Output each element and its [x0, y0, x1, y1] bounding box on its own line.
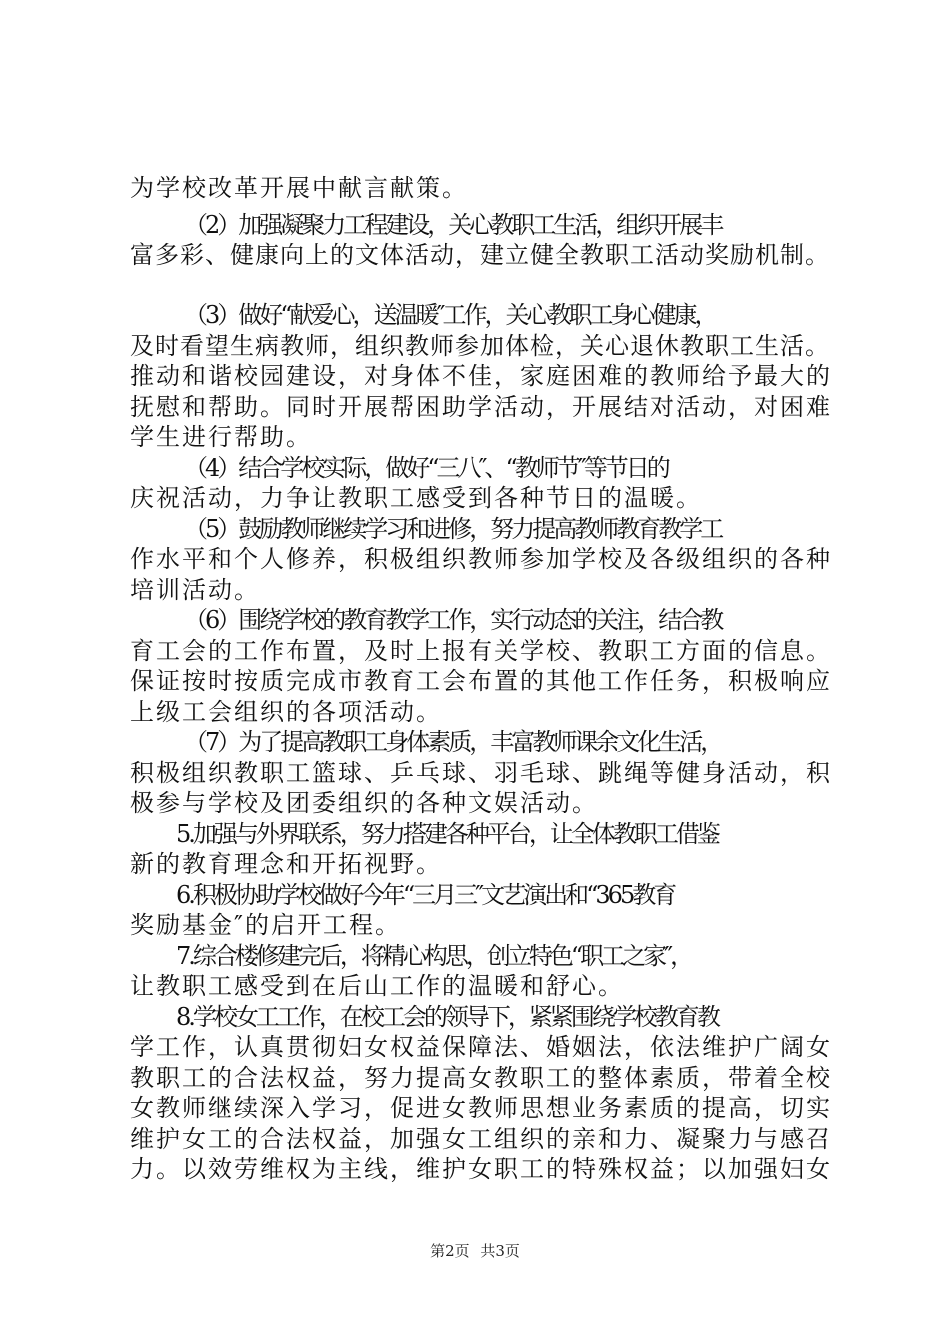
text-line: （5）鼓励教师继续学习和进修，努力提高教师教育教学工: [184, 515, 722, 543]
text-line: （4）结合学校实际，做好“三八″、“教师节″等节日的: [184, 454, 668, 482]
text-line: 抚慰和帮助。同时开展帮困助学活动，开展结对活动，对困难: [130, 393, 832, 421]
text-line: 富多彩、健康向上的文体活动，建立健全教职工活动奖励机制。: [130, 241, 830, 269]
text-line: （2）加强凝聚力工程建设，关心教职工生活，组织开展丰: [184, 211, 722, 239]
text-line: 推动和谐校园建设，对身体不佳，家庭困难的教师给予最大的: [130, 362, 832, 390]
text-line: 积极组织教职工篮球、乒乓球、羽毛球、跳绳等健身活动，积: [130, 759, 832, 787]
text-line: 让教职工感受到在后山工作的温暖和舒心。: [130, 972, 624, 1000]
page-footer: [0, 1241, 950, 1261]
text-line: 上级工会组织的各项活动。: [130, 698, 442, 726]
text-line: 育工会的工作布置，及时上报有关学校、教职工方面的信息。: [130, 637, 832, 665]
text-line: （3）做好“献爱心，送温暖″工作，关心教职工身心健康，: [184, 301, 716, 329]
text-line: 力。以效劳维权为主线，维护女职工的特殊权益；以加强妇女: [130, 1155, 832, 1183]
text-line: 培训活动。: [130, 576, 260, 604]
text-line: 学生进行帮助。: [130, 423, 312, 451]
page-total: 共3页: [480, 1242, 520, 1260]
text-line: 极参与学校及团委组织的各种文娱活动。: [130, 789, 598, 817]
text-line: 6.积极协助学校做好今年“三月三″文艺演出和“365教育: [176, 881, 675, 909]
text-line: 作水平和个人修养，积极组织教师参加学校及各级组织的各种: [130, 545, 832, 573]
text-line: 7.综合楼修建完后，将精心构思，创立特色“职工之家″，: [176, 942, 692, 970]
text-line: 女教师继续深入学习，促进女教师思想业务素质的提高，切实: [130, 1094, 832, 1122]
text-line: 维护女工的合法权益，加强女工组织的亲和力、凝聚力与感召: [130, 1125, 832, 1153]
page-number: 第2页: [430, 1242, 470, 1260]
text-line: 新的教育理念和开拓视野。: [130, 850, 442, 878]
text-line: 5.加强与外界联系，努力搭建各种平台，让全体教职工借鉴: [176, 820, 718, 848]
text-line: 教职工的合法权益，努力提高女教职工的整体素质，带着全校: [130, 1064, 832, 1092]
text-line: 8.学校女工工作，在校工会的领导下，紧紧围绕学校教育教: [176, 1003, 718, 1031]
text-line: 及时看望生病教师，组织教师参加体检，关心退休教职工生活。: [130, 332, 830, 360]
text-line: （6）围绕学校的教育教学工作，实行动态的关注，结合教: [184, 606, 722, 634]
text-line: 保证按时按质完成市教育工会布置的其他工作任务，积极响应: [130, 667, 832, 695]
text-line: 学工作，认真贯彻妇女权益保障法、婚姻法，依法维护广阔女: [130, 1033, 832, 1061]
text-line: （7）为了提高教职工身体素质，丰富教师课余文化生活，: [184, 728, 722, 756]
text-line: 奖励基金″的启开工程。: [130, 911, 401, 939]
text-line: 庆祝活动，力争让教职工感受到各种节日的温暖。: [130, 484, 702, 512]
text-line: 为学校改革开展中献言献策。: [130, 174, 468, 202]
